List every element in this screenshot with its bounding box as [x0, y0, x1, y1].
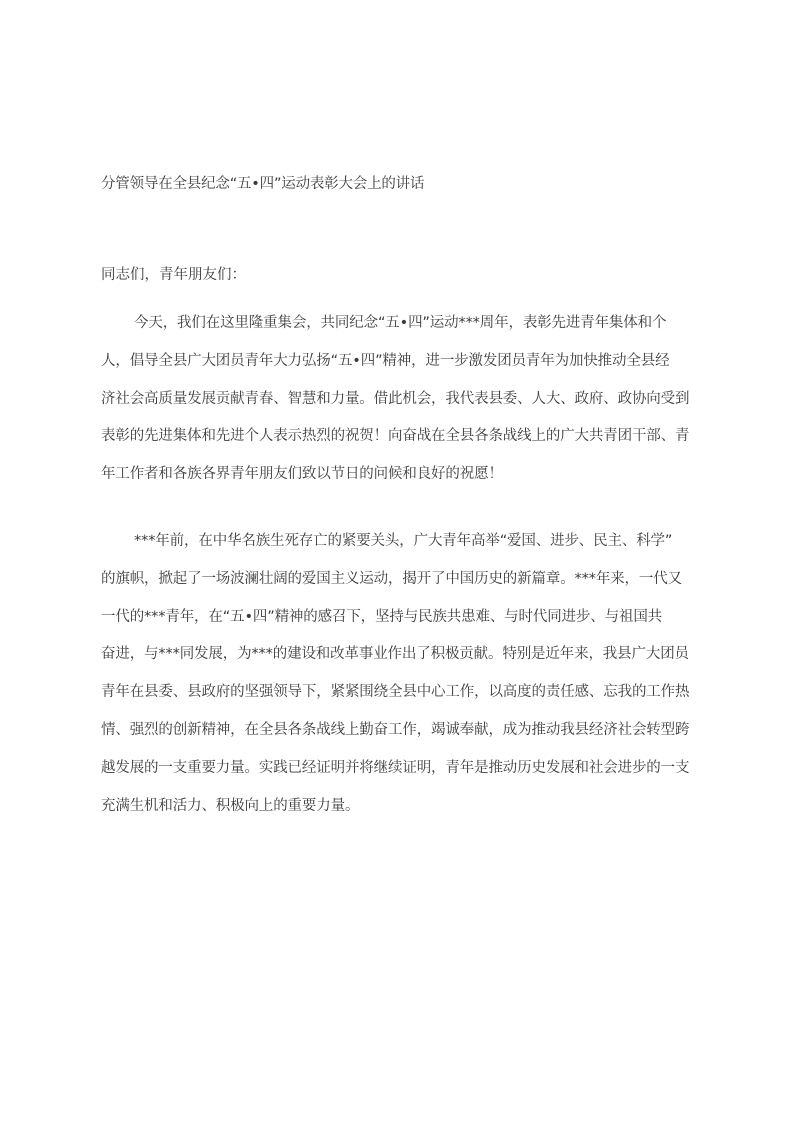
paragraph-line: 年工作者和各族各界青年朋友们致以节日的问候和良好的祝愿！ — [101, 466, 503, 483]
paragraph-line: 越发展的一支重要力量。实践已经证明并将继续证明，青年是推动历史发展和社会进步的一支 — [101, 759, 690, 776]
paragraph-line: ***年前，在中华名族生死存亡的紧要关头，广大青年高举“爱国、进步、民主、科学” — [134, 533, 673, 549]
paragraph-line: 一代的***青年，在“五•四”精神的感召下，坚持与民族共患难、与时代同进步、与祖国共 — [101, 608, 663, 625]
paragraph-line: 奋进，与***同发展，为***的建设和改革事业作出了积极贡献。特别是近年来，我县广大团员 — [101, 646, 689, 663]
paragraph-line: 表彰的先进集体和先进个人表示热烈的祝贺！向奋战在全县各条战线上的广大共青团干部、青 — [101, 428, 690, 445]
paragraph-line: 情、强烈的创新精神，在全县各条战线上勤奋工作，竭诚奉献，成为推动我县经济社会转型跨 — [101, 721, 690, 738]
paragraph-1 — [101, 311, 691, 500]
paragraph-line: 青年在县委、县政府的坚强领导下，紧紧围绕全县中心工作，以高度的责任感、忘我的工作热 — [101, 684, 690, 701]
document-title: 分管领导在全县纪念“五•四”运动表彰大会上的讲话 — [101, 176, 425, 192]
paragraph-line: 的旗帜，掀起了一场波澜壮阔的爱国主义运动，揭开了中国历史的新篇章。***年来，一代又 — [101, 570, 682, 587]
salutation: 同志们，青年朋友们： — [101, 267, 246, 283]
paragraph-2 — [101, 529, 691, 831]
paragraph-line: 充满生机和活力、积极向上的重要力量。 — [101, 797, 360, 814]
paragraph-line: 济社会高质量发展贡献青春、智慧和力量。借此机会，我代表县委、人大、政府、政协向受到 — [101, 390, 690, 407]
paragraph-line: 今天，我们在这里隆重集会，共同纪念“五•四”运动***周年，表彰先进青年集体和个 — [134, 315, 667, 331]
paragraph-line: 人，倡导全县广大团员青年大力弘扬“五•四”精神，进一步激发团员青年为加快推动全县经 — [101, 352, 670, 369]
